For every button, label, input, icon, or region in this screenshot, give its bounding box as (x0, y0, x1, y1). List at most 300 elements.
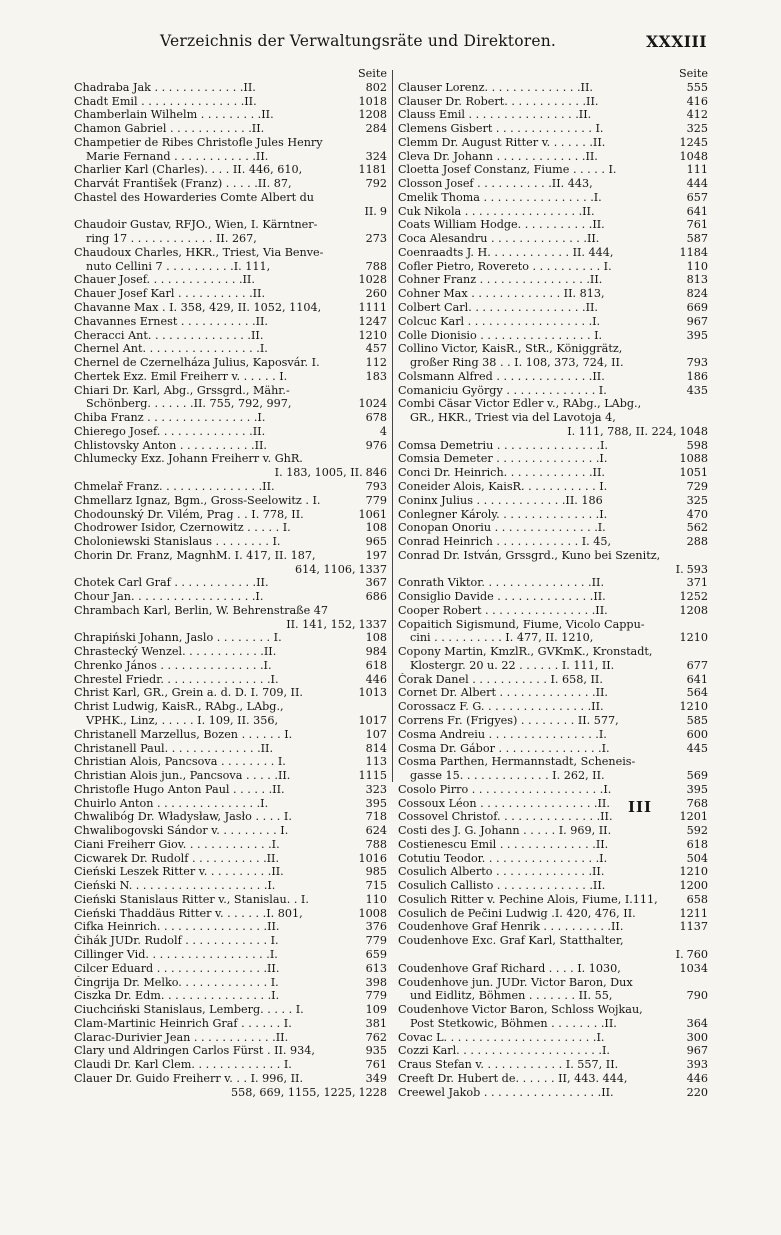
entry-text: Clemens Gisbert . . . . . . . . . . . . . . I. (398, 122, 604, 136)
entry-text: Cosulich de Pečini Ludwig .I. 420, 476, II. (398, 906, 636, 920)
index-entry (398, 934, 708, 948)
entry-text: Cossovel Christof. . . . . . . . . . . . . . .II. (398, 810, 613, 824)
index-entry (74, 659, 387, 673)
entry-text: Ciani Freiherr Giov. . . . . . . . . . . . .I. (74, 837, 280, 851)
entry-text: Cosulich Ritter v. Pechine Alois, Fiume, I.111, (398, 892, 658, 906)
index-entry (74, 246, 387, 260)
index-entry (398, 907, 708, 921)
index-entry (398, 714, 708, 728)
entry-page-ref: 444 (686, 177, 708, 191)
index-entry (398, 563, 708, 577)
index-entry (398, 742, 708, 756)
entry-page-ref: 395 (686, 328, 708, 342)
entry-page-ref: 984 (365, 645, 387, 659)
index-entry (398, 397, 708, 411)
entry-page-ref: 658 (686, 892, 708, 906)
entry-page-ref: 760 (686, 948, 708, 961)
entry-page-ref: 813 (686, 273, 708, 287)
entry-text: Cieński Leszek Ritter v. . . . . . . . . .II. (74, 865, 284, 879)
entry-text: Cozzi Karl. . . . . . . . . . . . . . . . . . . . .I. (398, 1044, 610, 1058)
entry-text: II. 141, 152, (286, 617, 356, 631)
index-entry (398, 576, 708, 590)
entry-page-ref: 768 (686, 796, 708, 810)
entry-page-ref: 113 (365, 755, 387, 769)
entry-text: Chiari Dr. Karl, Abg., Grssgrd., Mähr.- (74, 383, 290, 397)
entry-page-ref: 1013 (358, 686, 387, 700)
index-entry (398, 95, 708, 109)
right-column (398, 67, 708, 1099)
entry-text: Chamon Gabriel . . . . . . . . . . . .II. (74, 122, 265, 136)
index-entry (398, 879, 708, 893)
entry-text: Coudenhove jun. JUDr. Victor Baron, Dux (398, 975, 633, 989)
index-entry (74, 742, 387, 756)
entry-text: Cosma Andreiu . . . . . . . . . . . . . . . .I. (398, 727, 607, 741)
index-entry (398, 273, 708, 287)
entry-text: Clary und Aldringen Carlos Fürst . II. 934, (74, 1044, 315, 1058)
entry-text: Costienescu Emil . . . . . . . . . . . . . .II. (398, 837, 609, 851)
entry-page-ref: 1137 (679, 920, 708, 934)
entry-text: Coats William Hodge. . . . . . . . . . .II. (398, 218, 605, 232)
index-entry (398, 893, 708, 907)
entry-page-ref: 108 (365, 521, 387, 535)
entry-page-ref: 846 (365, 466, 387, 480)
entry-text: Chlistovsky Anton . . . . . . . . . . .II. (74, 438, 267, 452)
entry-text: Chernel Ant. . . . . . . . . . . . . . . . .I. (74, 342, 268, 356)
entry-page-ref: 1211 (679, 906, 708, 920)
index-entry (74, 535, 387, 549)
entry-text: Conrath Viktor. . . . . . . . . . . . . . . .II. (398, 576, 605, 590)
entry-page-ref: 585 (686, 713, 708, 727)
entry-text: Chrapiński Johann, Jaslo . . . . . . . . I. (74, 631, 282, 645)
entry-page-ref: 470 (686, 507, 708, 521)
entry-page-ref: 446 (686, 1071, 708, 1085)
index-entry (74, 989, 387, 1003)
entry-page-ref: 381 (365, 1016, 387, 1030)
entry-text: Cofler Pietro, Rovereto . . . . . . . . . . I. (398, 259, 612, 273)
entry-text: Coudenhove Victor Baron, Schloss Wojkau, (398, 1003, 643, 1017)
entry-text: Cleva Dr. Johann . . . . . . . . . . . . .II. (398, 149, 598, 163)
index-entry (398, 783, 708, 797)
entry-page-ref: 1245 (679, 135, 708, 149)
entry-text: Coninx Julius . . . . . . . . . . . . .II. 186 (398, 493, 603, 507)
entry-page-ref: 935 (365, 1044, 387, 1058)
index-entry (74, 893, 387, 907)
entry-text: Costi des J. G. Johann . . . . . I. 969, II. (398, 824, 612, 838)
entry-page-ref: 1048 (679, 424, 708, 438)
signature-mark: III (628, 798, 653, 816)
entry-text: großer Ring 38 . . I. 108, 373, 724, II. (410, 356, 624, 370)
entry-page-ref: 624 (365, 824, 387, 838)
entry-text: Coneider Alois, KaisR. . . . . . . . . . . I. (398, 479, 608, 493)
entry-page-ref: 1337 (358, 617, 387, 631)
entry-text: Cosma Parthen, Hermannstadt, Scheneis- (398, 755, 636, 769)
index-entry (398, 150, 708, 164)
index-entry (74, 1044, 387, 1058)
entry-text: Correns Fr. (Frigyes) . . . . . . . . II. 577, (398, 713, 619, 727)
entry-text: Cotutiu Teodor. . . . . . . . . . . . . . . . .I. (398, 851, 608, 865)
entry-page-ref: 108 (365, 631, 387, 645)
entry-text: Chaudoir Gustav, RFJO., Wien, I. Kärntner- (74, 218, 318, 232)
entry-text: Closson Josef . . . . . . . . . . .II. 443, (398, 177, 593, 191)
entry-text: Klostergr. 20 u. 22 . . . . . . I. 111, II. (410, 658, 615, 672)
index-entry (398, 191, 708, 205)
index-entry (398, 356, 708, 370)
entry-page-ref: 1184 (679, 245, 708, 259)
entry-text: cini . . . . . . . . . . I. 477, II. 1210, (410, 631, 594, 645)
index-entry (74, 439, 387, 453)
entry-text: Cohner Max . . . . . . . . . . . . . II. 813, (398, 287, 605, 301)
index-entry (74, 384, 387, 398)
index-entry (398, 452, 708, 466)
index-entry (398, 962, 708, 976)
entry-text: Chmellarz Ignaz, Bgm., Gross-Seelowitz . I. (74, 493, 321, 507)
entry-page-ref: 504 (686, 851, 708, 865)
entry-text: Cossoux Léon . . . . . . . . . . . . . . . . .II. (398, 796, 610, 810)
entry-page-ref: 4 (379, 424, 387, 438)
index-entry (398, 232, 708, 246)
index-entry (74, 466, 387, 480)
entry-text: Cuk Nikola . . . . . . . . . . . . . . . . .II. (398, 204, 595, 218)
entry-page-ref: 395 (365, 796, 387, 810)
entry-text: Clauer Dr. Guido Freiherr v. . . I. 996, II. (74, 1071, 304, 1085)
entry-page-ref: 457 (365, 342, 387, 356)
index-entry (74, 1086, 387, 1100)
entry-page-ref: 802 (365, 80, 387, 94)
entry-page-ref: 669 (686, 301, 708, 315)
entry-page-ref: 1252 (679, 590, 708, 604)
entry-text: Cifka Heinrich. . . . . . . . . . . . . . . .II. (74, 920, 280, 934)
index-entry (74, 549, 387, 563)
entry-text: Cicwarek Dr. Rudolf . . . . . . . . . . .II. (74, 851, 280, 865)
entry-text: Chernel de Czernelháza Julius, Kaposvár. I. (74, 356, 320, 370)
index-entry (398, 920, 708, 934)
index-entry (74, 852, 387, 866)
entry-page-ref: 593 (686, 562, 708, 576)
entry-text: Charlier Karl (Charles). . . . II. 446, 610, (74, 163, 303, 177)
index-entry (74, 273, 387, 287)
index-entry (74, 907, 387, 921)
entry-page-ref: 814 (365, 741, 387, 755)
entry-text: Chamberlain Wilhelm . . . . . . . . .II. (74, 108, 274, 122)
index-entry (74, 1031, 387, 1045)
entry-page-ref: 1337 (358, 562, 387, 576)
entry-text: Chauer Josef. . . . . . . . . . . . . .II. (74, 273, 255, 287)
index-entry (398, 865, 708, 879)
entry-page-ref: 788 (365, 837, 387, 851)
index-entry (74, 329, 387, 343)
entry-text: Cohner Franz . . . . . . . . . . . . . . . .II. (398, 273, 603, 287)
entry-page-ref: 762 (365, 1030, 387, 1044)
index-entry (398, 852, 708, 866)
entry-text: Creewel Jakob . . . . . . . . . . . . . . . . .II. (398, 1085, 614, 1099)
index-entry (398, 205, 708, 219)
entry-page-ref: 1028 (358, 273, 387, 287)
entry-text: Post Stetkowic, Böhmen . . . . . . . .II. (410, 1016, 617, 1030)
entry-page-ref: 641 (686, 204, 708, 218)
index-entry (398, 728, 708, 742)
index-entry (74, 879, 387, 893)
page-header (0, 32, 781, 56)
entry-text: Cornet Dr. Albert . . . . . . . . . . . . . .II. (398, 686, 608, 700)
entry-text: Choloniewski Stanislaus . . . . . . . . I. (74, 535, 281, 549)
index-entry (398, 480, 708, 494)
entry-page-ref: 446 (365, 672, 387, 686)
index-entry (398, 1044, 708, 1058)
entry-text: Coudenhove Graf Richard . . . . I. 1030, (398, 961, 621, 975)
entry-page-ref: 1210 (679, 865, 708, 879)
entry-page-ref: 965 (365, 535, 387, 549)
entry-page-ref: 1210 (358, 328, 387, 342)
index-entry (398, 425, 708, 439)
entry-text: Collino Victor, KaisR., StR., Königgrätz, (398, 342, 623, 356)
entry-page-ref: 715 (365, 879, 387, 893)
entry-page-ref: 1016 (358, 851, 387, 865)
entry-text: Clauser Dr. Robert. . . . . . . . . . . .II. (398, 94, 599, 108)
index-entry (398, 769, 708, 783)
entry-text: Cilcer Eduard . . . . . . . . . . . . . . . .II. (74, 961, 280, 975)
index-entry (398, 1072, 708, 1086)
entry-page-ref: 1024 (358, 397, 387, 411)
entry-text: Cmelik Thoma . . . . . . . . . . . . . . . .I. (398, 190, 602, 204)
index-entry (398, 342, 708, 356)
index-entry (74, 205, 387, 219)
index-entry (398, 81, 708, 95)
entry-page-ref: 686 (365, 590, 387, 604)
entry-page-ref: 1208 (358, 108, 387, 122)
index-entry (398, 618, 708, 632)
entry-text: Copony Martin, KmzlR., GVKmK., Kronstadt, (398, 645, 653, 659)
index-entry (74, 177, 387, 191)
entry-page-ref: 323 (365, 782, 387, 796)
entry-page-ref: 325 (686, 493, 708, 507)
entry-text: Chauer Josef Karl . . . . . . . . . . .II. (74, 287, 266, 301)
index-entry (74, 755, 387, 769)
index-entry (74, 108, 387, 122)
index-entry (74, 838, 387, 852)
entry-text: Cosulich Callisto . . . . . . . . . . . . . .II. (398, 879, 606, 893)
index-entry (74, 728, 387, 742)
entry-page-ref: 393 (686, 1058, 708, 1072)
index-entry (398, 122, 708, 136)
entry-text: Combi Cäsar Victor Edler v., RAbg., LAbg., (398, 397, 642, 411)
entry-text: Cieński N. . . . . . . . . . . . . . . . . . . .I. (74, 879, 276, 893)
entry-page-ref: 761 (686, 218, 708, 232)
entry-text: Craus Stefan v. . . . . . . . . . . . I. 557, II. (398, 1058, 619, 1072)
entry-page-ref: 1247 (358, 314, 387, 328)
entry-page-ref: 618 (365, 658, 387, 672)
entry-page-ref: 569 (686, 769, 708, 783)
entry-text: und Eidlitz, Böhmen . . . . . . . II. 55, (410, 989, 613, 1003)
entry-text: Coca Alesandru . . . . . . . . . . . . . .II. (398, 232, 600, 246)
entry-text: Čihák JUDr. Rudolf . . . . . . . . . . . . I. (74, 934, 279, 948)
index-entry (398, 1003, 708, 1017)
entry-text: I. 111, 788, II. 224, (567, 424, 677, 438)
entry-text: Cosulich Alberto . . . . . . . . . . . . . .II. (398, 865, 605, 879)
entry-text: Covac L. . . . . . . . . . . . . . . . . . . . . .I. (398, 1030, 605, 1044)
index-entry (398, 604, 708, 618)
index-entry (74, 934, 387, 948)
entry-text: nuto Cellini 7 . . . . . . . . . .I. 111, (86, 259, 271, 273)
entry-text: Clauss Emil . . . . . . . . . . . . . . . .II. (398, 108, 592, 122)
entry-page-ref: 288 (686, 535, 708, 549)
index-entry (398, 287, 708, 301)
entry-text: Cloetta Josef Constanz, Fiume . . . . . I. (398, 163, 617, 177)
entry-page-ref: 657 (686, 190, 708, 204)
entry-text: Čorak Danel . . . . . . . . . . . I. 658, II. (398, 672, 603, 686)
entry-page-ref: 110 (365, 892, 387, 906)
entry-page-ref: 1111 (358, 301, 387, 315)
entry-text: Schönberg. . . . . . .II. 755, 792, 997, (86, 397, 292, 411)
index-entry (398, 948, 708, 962)
entry-page-ref: 1208 (679, 603, 708, 617)
entry-page-ref: 435 (686, 383, 708, 397)
entry-page-ref: 412 (686, 108, 708, 122)
index-entry (398, 508, 708, 522)
entry-text: Ciszka Dr. Edm. . . . . . . . . . . . . . . .I. (74, 989, 280, 1003)
entry-text: Chotek Carl Graf . . . . . . . . . . . .II. (74, 576, 269, 590)
index-entry (74, 356, 387, 370)
index-entry (74, 411, 387, 425)
index-entry (74, 797, 387, 811)
entry-page-ref: 112 (365, 356, 387, 370)
entry-page-ref: 729 (686, 479, 708, 493)
entry-text: GR., HKR., Triest via del Lavotoja 4, (410, 411, 616, 425)
index-entry (398, 590, 708, 604)
index-entry (398, 521, 708, 535)
entry-text: Clauser Lorenz. . . . . . . . . . . . . .II. (398, 80, 593, 94)
entry-text: Consiglio Davide . . . . . . . . . . . . . .II. (398, 590, 606, 604)
entry-page-ref: 197 (365, 548, 387, 562)
index-entry (74, 81, 387, 95)
index-entry (398, 810, 708, 824)
entry-text: Christ Karl, GR., Grein a. d. D. I. 709, II. (74, 686, 303, 700)
index-entry (398, 1086, 708, 1100)
entry-page-ref: 824 (686, 287, 708, 301)
index-entry (398, 246, 708, 260)
index-entry (398, 466, 708, 480)
entry-page-ref: 1051 (679, 466, 708, 480)
entry-text: Chiba Franz . . . . . . . . . . . . . . . .I. (74, 411, 266, 425)
entry-page-ref: 598 (686, 438, 708, 452)
entry-text: Coenraadts J. H. . . . . . . . . . . . II. 444, (398, 245, 614, 259)
page-title: Verzeichnis der Verwaltungsräte und Direktoren. (160, 32, 557, 50)
entry-page-ref: 677 (686, 658, 708, 672)
index-entry (74, 686, 387, 700)
index-entry (398, 260, 708, 274)
index-entry (74, 563, 387, 577)
index-entry (74, 1017, 387, 1031)
index-entry (74, 301, 387, 315)
entry-text: Chrestel Friedr. . . . . . . . . . . . . . . .I. (74, 672, 279, 686)
index-entry (74, 232, 387, 246)
index-entry (74, 590, 387, 604)
entry-page-ref: 324 (365, 149, 387, 163)
entry-text: Chorin Dr. Franz, MagnhM. I. 417, II. 187, (74, 548, 316, 562)
entry-page-ref: 618 (686, 837, 708, 851)
index-entry (398, 755, 708, 769)
entry-text: Christanell Marzellus, Bozen . . . . . . I. (74, 727, 293, 741)
entry-text: Chour Jan. . . . . . . . . . . . . . . . . .I. (74, 590, 264, 604)
index-entry (398, 1017, 708, 1031)
index-entry (398, 384, 708, 398)
index-entry (74, 783, 387, 797)
index-entry (74, 976, 387, 990)
index-entry (398, 976, 708, 990)
index-entry (398, 494, 708, 508)
entry-text: Christian Alois, Pancsova . . . . . . . . I. (74, 755, 286, 769)
entry-text: Christ Ludwig, KaisR., RAbg., LAbg., (74, 700, 284, 714)
index-entry (74, 342, 387, 356)
entry-page-ref: 284 (365, 122, 387, 136)
entry-page-ref: 985 (365, 865, 387, 879)
entry-text: Chadt Emil . . . . . . . . . . . . . . .II. (74, 94, 257, 108)
index-entry (74, 95, 387, 109)
entry-page-ref: 183 (365, 369, 387, 383)
index-entry (74, 1072, 387, 1086)
index-entry (74, 163, 387, 177)
entry-text: Christofle Hugo Anton Paul . . . . . .II. (74, 782, 285, 796)
entry-page-ref: 792 (365, 177, 387, 191)
index-entry (74, 494, 387, 508)
index-entry (74, 150, 387, 164)
entry-text: Champetier de Ribes Christofle Jules Henry (74, 135, 323, 149)
entry-page-ref: 1201 (679, 810, 708, 824)
entry-page-ref: 1210 (679, 631, 708, 645)
entry-text: Colsmann Alfred . . . . . . . . . . . . . .II. (398, 369, 605, 383)
index-entry (398, 301, 708, 315)
entry-text: Coudenhove Exc. Graf Karl, Statthalter, (398, 934, 624, 948)
index-entry (74, 218, 387, 232)
entry-text: VPHK., Linz, . . . . . I. 109, II. 356, (86, 713, 279, 727)
index-entry (398, 163, 708, 177)
entry-page-ref: 1088 (679, 452, 708, 466)
index-entry (74, 576, 387, 590)
index-entry (74, 810, 387, 824)
index-entry (398, 645, 708, 659)
entry-text: Cieński Stanislaus Ritter v., Stanislau. . I. (74, 892, 309, 906)
entry-text: gasse 15. . . . . . . . . . . . . I. 262, II. (410, 769, 605, 783)
entry-text: Conrad Heinrich . . . . . . . . . . . . I. 45, (398, 535, 612, 549)
page-number: XXXIII (646, 32, 707, 51)
index-entry (398, 218, 708, 232)
entry-text: Coudenhove Graf Henrik . . . . . . . . . .II. (398, 920, 624, 934)
entry-text: Colcuc Karl . . . . . . . . . . . . . . . . . .I. (398, 314, 601, 328)
entry-page-ref: 967 (686, 1044, 708, 1058)
entry-page-ref: 564 (686, 686, 708, 700)
index-entry (398, 631, 708, 645)
entry-page-ref: 273 (365, 232, 387, 246)
entry-page-ref: 1017 (358, 713, 387, 727)
index-entry (74, 714, 387, 728)
entry-page-ref: 790 (686, 989, 708, 1003)
entry-page-ref: 398 (365, 975, 387, 989)
entry-text: Chavannes Ernest . . . . . . . . . . .II. (74, 314, 268, 328)
entry-page-ref: 555 (686, 80, 708, 94)
entry-page-ref: 364 (686, 1016, 708, 1030)
entry-text: Chierego Josef. . . . . . . . . . . . . .II. (74, 424, 266, 438)
entry-page-ref: 1200 (679, 879, 708, 893)
entry-page-ref: 587 (686, 232, 708, 246)
entry-page-ref: 1048 (679, 149, 708, 163)
entry-text: Conrad Dr. István, Grssgrd., Kuno bei Szenitz, (398, 548, 661, 562)
entry-text: 614, 1106, (295, 562, 356, 576)
entry-text: Chertek Exz. Emil Freiherr v. . . . . . I. (74, 369, 288, 383)
entry-text: Christanell Paul. . . . . . . . . . . . . .II. (74, 741, 274, 755)
entry-page-ref: 376 (365, 920, 387, 934)
index-entry (398, 549, 708, 563)
entry-page-ref: 1210 (679, 700, 708, 714)
index-entry (74, 397, 387, 411)
